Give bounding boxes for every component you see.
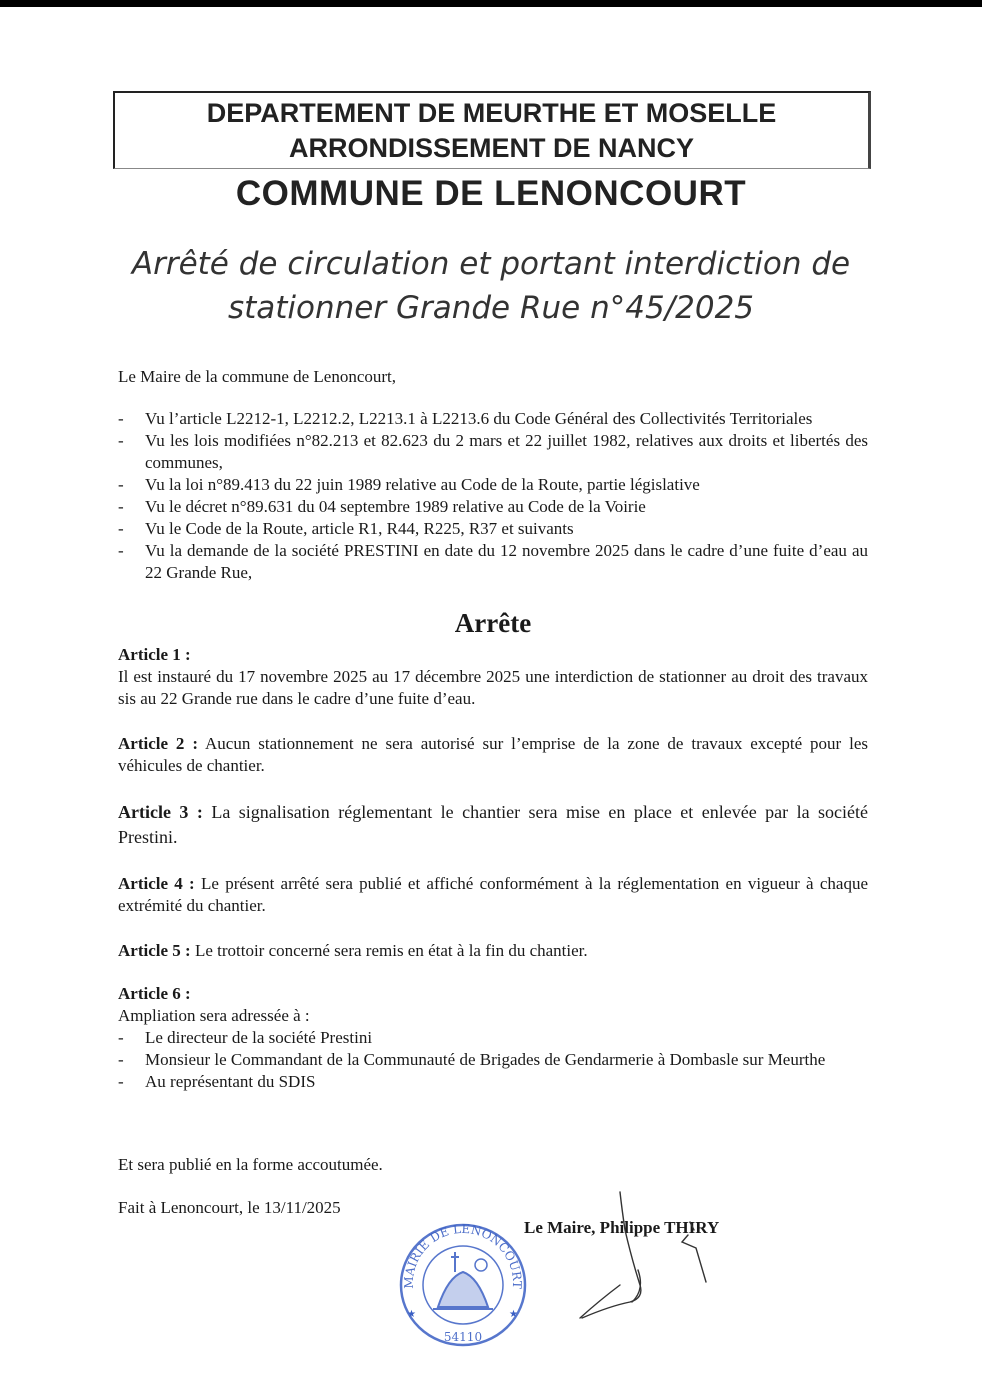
consideration-item: - Vu la demande de la société PRESTINI en date du 12 novembre 2025 dans le cadre d’une fuite d’eau au 22 Grande Rue, (118, 540, 868, 584)
article-4 (118, 873, 868, 917)
document-body (118, 366, 868, 1093)
top-scan-border (0, 0, 982, 7)
article-1-text: Il est instauré du 17 novembre 2025 au 17 décembre 2025 une interdiction de stationner au droit des travaux sis au 22 Grande rue dans le cadre d’une fuite d’eau. (118, 667, 868, 708)
consideration-item: - Vu l’article L2212-1, L2212.2, L2213.1 à L2213.6 du Code Général des Collectivités Territoriales (118, 408, 868, 430)
consideration-item: - Vu le décret n°89.631 du 04 septembre 1989 relative au Code de la Voirie (118, 496, 868, 518)
article-2-label: Article 2 : (118, 734, 199, 753)
department-heading: DEPARTEMENT DE MEURTHE ET MOSELLE (206, 98, 777, 128)
document-title (0, 242, 982, 330)
article-5-label: Article 5 : (118, 941, 191, 960)
article-3-text: La signalisation réglementant le chantier sera mise en place et enlevée par la société Prestini. (118, 802, 868, 847)
recipients-list (118, 1027, 868, 1093)
stamp-text: MAIRIE DE LENONCOURT (401, 1221, 525, 1290)
article-3 (118, 800, 868, 850)
consideration-item: - Vu la loi n°89.413 du 22 juin 1989 relative au Code de la Route, partie législative (118, 474, 868, 496)
article-1-label: Article 1 : (118, 645, 191, 664)
mairie-stamp-icon (393, 1217, 533, 1352)
recipient-item: - Monsieur le Commandant de la Communauté de Brigades de Gendarmerie à Dombasle sur Meurthe (118, 1049, 868, 1071)
consideration-item: - Vu les lois modifiées n°82.213 et 82.623 du 2 mars et 22 juillet 1982, relatives aux droits et libertés des communes, (118, 430, 868, 474)
commune-heading: COMMUNE DE LENONCOURT (235, 174, 747, 213)
considerations-list (118, 408, 868, 584)
article-1 (118, 644, 868, 710)
header-box (113, 91, 871, 169)
title-line-1: Arrêté de circulation et portant interdiction de (131, 246, 851, 282)
recipient-item: - Le directeur de la société Prestini (118, 1027, 868, 1049)
decision-heading: Arrête (454, 608, 532, 638)
article-6-label: Article 6 : (118, 984, 191, 1003)
recipient-item: - Au représentant du SDIS (118, 1071, 868, 1093)
svg-text:★: ★ (509, 1309, 518, 1320)
article-5-text: Le trottoir concerné sera remis en état à la fin du chantier. (194, 941, 588, 960)
intro-text: Le Maire de la commune de Lenoncourt, (118, 367, 397, 386)
consideration-item: - Vu le Code de la Route, article R1, R44, R225, R37 et suivants (118, 518, 868, 540)
article-4-label: Article 4 : (118, 874, 195, 893)
article-2-text: Aucun stationnement ne sera autorisé sur l’emprise de la zone de travaux excepté pour les véhicules de chantier. (118, 734, 869, 775)
arrondissement-heading: ARRONDISSEMENT DE NANCY (288, 133, 695, 163)
article-5 (118, 940, 868, 962)
title-line-2: stationner Grande Rue n°45/2025 (227, 290, 755, 326)
article-6 (118, 983, 868, 1093)
article-6-intro: Ampliation sera adressée à : (118, 1006, 310, 1025)
done-at-text: Fait à Lenoncourt, le 13/11/2025 (118, 1198, 341, 1217)
article-3-label: Article 3 : (118, 802, 203, 822)
closing-text: Et sera publié en la forme accoutumée. (118, 1155, 383, 1174)
article-2 (118, 733, 868, 777)
signer-name: Le Maire, Philippe THIRY (524, 1218, 720, 1237)
mayor-signature-icon (570, 1190, 720, 1320)
stamp-postal: 54110 (443, 1330, 483, 1344)
article-4-text: Le présent arrêté sera publié et affiché conformément à la réglementation en vigueur à chaque extrémité du chantier. (118, 874, 869, 915)
svg-text:★: ★ (407, 1309, 416, 1320)
